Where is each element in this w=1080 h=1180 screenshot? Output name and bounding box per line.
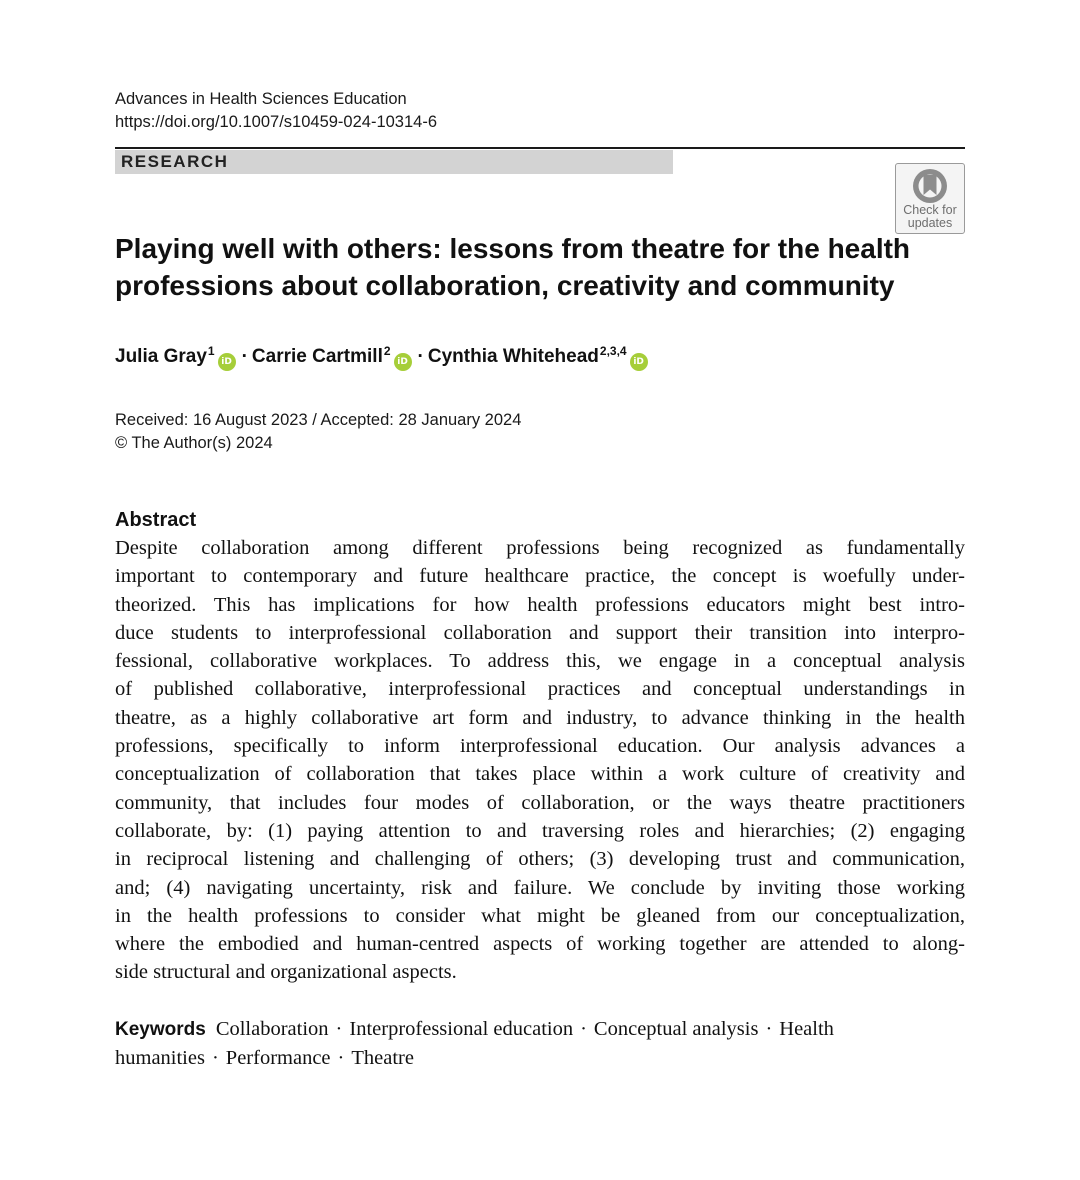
- abstract-line: community, that includes four modes of collaboration, or the ways theatre practitioners: [115, 791, 965, 814]
- abstract-heading: Abstract: [115, 509, 197, 531]
- abstract-line: side structural and organizational aspects.: [115, 961, 457, 984]
- section-label: RESEARCH: [121, 152, 229, 171]
- received-accepted: Received: 16 August 2023 / Accepted: 28 January 2024: [115, 411, 522, 429]
- orcid-icon[interactable]: iD: [630, 353, 648, 371]
- keyword: Theatre: [351, 1047, 414, 1070]
- author-affiliation: 1: [207, 344, 215, 358]
- badge-line-1: Check for: [903, 203, 957, 217]
- keyword: humanities: [115, 1047, 205, 1070]
- title-line-1: Playing well with others: lessons from theatre for the health: [115, 233, 911, 264]
- title-line-2: professions about collaboration, creativity and community: [115, 270, 895, 301]
- orcid-icon[interactable]: iD: [394, 353, 412, 371]
- author-affiliation: 2,3,4: [599, 344, 627, 358]
- abstract-line: duce students to interprofessional collaboration and support their transition into interpro-: [115, 621, 965, 644]
- keyword: Performance: [225, 1047, 331, 1070]
- author-list: [115, 344, 652, 371]
- keywords-section: [115, 1015, 965, 1073]
- abstract-line: professions, specifically to inform interprofessional education. Our analysis advances a: [115, 735, 965, 758]
- abstract-line: important to contemporary and future healthcare practice, the concept is woefully under-: [115, 565, 965, 588]
- keyword-separator: ·: [765, 1018, 773, 1040]
- abstract-line: where the embodied and human-centred aspects of working together are attended to along-: [115, 933, 965, 956]
- author-name[interactable]: Julia Gray: [115, 346, 207, 367]
- copyright: © The Author(s) 2024: [115, 434, 273, 452]
- check-for-updates-badge[interactable]: [895, 163, 965, 234]
- publication-dates: [115, 409, 521, 455]
- header-rule: [115, 147, 965, 149]
- badge-text: [896, 204, 964, 230]
- keyword-separator: ·: [580, 1018, 587, 1040]
- abstract-line: Despite collaboration among different professions being recognized as fundamentally: [115, 537, 965, 559]
- abstract-line: and; (4) navigating uncertainty, risk and failure. We conclude by inviting those working: [115, 876, 965, 899]
- author-separator: ·: [417, 346, 424, 367]
- author-name[interactable]: Cynthia Whitehead: [427, 346, 599, 367]
- keyword-separator: ·: [337, 1047, 345, 1070]
- keywords-line-2: [115, 1044, 965, 1072]
- keywords-line-1: [115, 1015, 965, 1044]
- abstract-line: collaborate, by: (1) paying attention to and traversing roles and hierarchies; (2) engaging: [115, 819, 965, 842]
- keyword: Interprofessional education: [349, 1018, 574, 1040]
- author-separator: ·: [241, 346, 248, 367]
- orcid-icon[interactable]: iD: [218, 353, 236, 371]
- keyword: Collaboration: [215, 1018, 329, 1040]
- journal-header: [115, 88, 437, 134]
- abstract-line: in reciprocal listening and challenging of others; (3) developing trust and communication,: [115, 848, 965, 871]
- keyword-separator: ·: [335, 1018, 343, 1040]
- doi-link[interactable]: https://doi.org/10.1007/s10459-024-10314-6: [115, 113, 437, 131]
- abstract-line: fessional, collaborative workplaces. To address this, we engage in a conceptual analysis: [115, 650, 965, 673]
- article-title: [115, 230, 915, 304]
- abstract-line: theorized. This has implications for how health professions educators might best intro-: [115, 593, 965, 616]
- author-name[interactable]: Carrie Cartmill: [251, 346, 383, 367]
- abstract-text: [115, 534, 965, 987]
- section-band: [115, 150, 673, 174]
- author-affiliation: 2: [383, 344, 391, 358]
- abstract-line: theatre, as a highly collaborative art form and industry, to advance thinking in the health: [115, 706, 965, 729]
- keyword: Conceptual analysis: [593, 1018, 759, 1040]
- abstract-line: conceptualization of collaboration that takes place within a work culture of creativity and: [115, 763, 965, 786]
- abstract-line: in the health professions to consider what might be gleaned from our conceptualization,: [115, 904, 965, 927]
- keyword: Health: [779, 1018, 834, 1040]
- keyword-separator: ·: [211, 1047, 219, 1070]
- keywords-heading: Keywords: [115, 1019, 206, 1040]
- journal-name: Advances in Health Sciences Education: [115, 90, 407, 108]
- check-for-updates-icon: [911, 168, 949, 204]
- badge-line-2: updates: [907, 216, 953, 230]
- abstract-line: of published collaborative, interprofessional practices and conceptual understandings in: [115, 678, 965, 701]
